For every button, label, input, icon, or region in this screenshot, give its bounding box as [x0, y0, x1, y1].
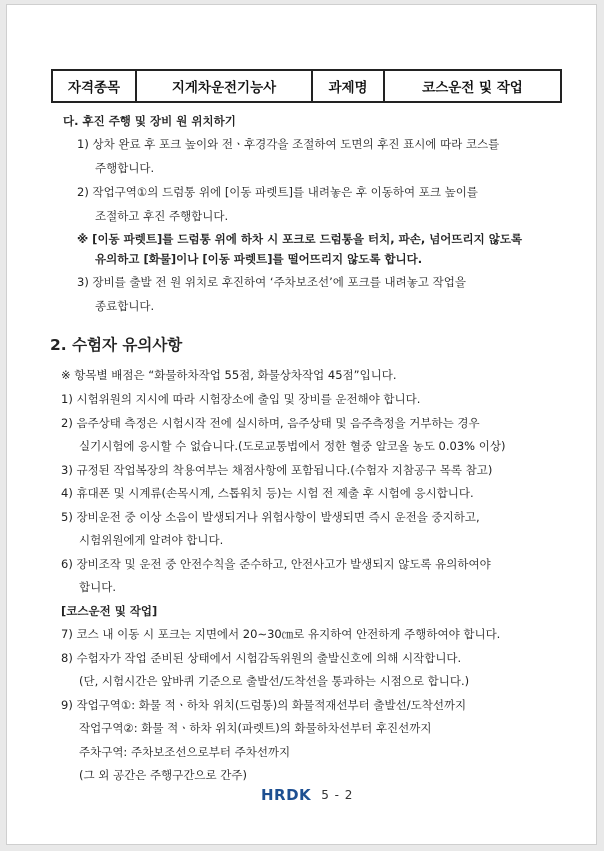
page-number: 5 - 2	[321, 788, 354, 802]
section-d-item-3-cont: 종료합니다.	[95, 299, 155, 313]
notice-item-6-cont: 합니다.	[79, 580, 116, 594]
section-d-item-3: 3) 장비를 출발 전 원 위치로 후진하여 ‘주차보조선’에 포크를 내려놓고 작업을	[77, 275, 466, 289]
notice-item-6: 6) 장비조작 및 운전 중 안전수칙을 준수하고, 안전사고가 발생되지 않도록 유의하여야	[61, 557, 491, 571]
qualification-label: 자격종목	[52, 70, 136, 102]
document-page	[6, 4, 597, 845]
notice-item-9-note: (그 외 공간은 주행구간으로 간주)	[79, 768, 248, 782]
section-d-item-1: 1) 상차 완료 후 포크 높이와 전ㆍ후경각을 조절하여 도면의 후진 표시에 따라 코스를	[77, 137, 500, 151]
notice-item-2-cont: 실기시험에 응시할 수 없습니다.(도로교통법에서 정한 혈중 알코올 농도 0.03% 이상)	[79, 439, 506, 453]
course-heading: [코스운전 및 작업]	[61, 604, 158, 618]
notice-item-2: 2) 음주상태 측정은 시험시작 전에 실시하며, 음주상태 및 음주측정을 거부하는 경우	[61, 416, 480, 430]
notice-item-5: 5) 장비운전 중 이상 소음이 발생되거나 위험사항이 발생되면 즉시 운전을 중지하고,	[61, 510, 480, 524]
notice-item-8-cont: (단, 시험시간은 앞바퀴 기준으로 출발선/도착선을 통과하는 시점으로 합니다.)	[79, 674, 470, 688]
notice-item-9: 9) 작업구역①: 화물 적ㆍ하차 위치(드럼통)의 화물적재선부터 출발선/도착선까지	[61, 698, 467, 712]
hrdk-logo: HRDK	[261, 786, 312, 804]
notice-item-9-parking: 주차구역: 주차보조선으로부터 주차선까지	[79, 745, 291, 759]
notice-item-4: 4) 휴대폰 및 시계류(손목시계, 스톱워치 등)는 시험 전 제출 후 시험에 응시합니다.	[61, 486, 474, 500]
notice-item-3: 3) 규정된 작업복장의 착용여부는 채점사항에 포함됩니다.(수험자 지참공구 목록 참고)	[61, 463, 493, 477]
notice-item-8: 8) 수험자가 작업 준비된 상태에서 시험감독위원의 출발신호에 의해 시작합니다.	[61, 651, 462, 665]
section-d-item-2: 2) 작업구역①의 드럼통 위에 [이동 파렛트]를 내려놓은 후 이동하여 포크 높이를	[77, 185, 478, 199]
section-d-item-1-cont: 주행합니다.	[95, 161, 155, 175]
section-2-title: 2. 수험자 유의사항	[50, 336, 183, 354]
section-d-title: 다. 후진 주행 및 장비 원 위치하기	[63, 114, 236, 128]
section-d-note: ※ [이동 파렛트]를 드럼통 위에 하차 시 포크로 드럼통을 터치, 파손, 넘어뜨리지 않도록	[77, 232, 523, 246]
page-footer	[261, 786, 353, 804]
notice-item-7: 7) 코스 내 이동 시 포크는 지면에서 20∼30㎝로 유지하여 안전하게 주행하여야 합니다.	[61, 627, 501, 641]
notice-item-9-zone-2: 작업구역②: 화물 적ㆍ하차 위치(파렛트)의 화물하차선부터 후진선까지	[79, 721, 432, 735]
task-label: 과제명	[312, 70, 384, 102]
qualification-value: 지게차운전기능사	[136, 70, 312, 102]
section-d-note-cont: 유의하고 [화물]이나 [이동 파렛트]를 떨어뜨리지 않도록 합니다.	[95, 252, 423, 266]
notice-item-5-cont: 시험위원에게 알려야 합니다.	[79, 533, 224, 547]
scoring-note: ※ 항목별 배점은 “화물하차작업 55점, 화물상차작업 45점”입니다.	[61, 368, 397, 382]
notice-item-1: 1) 시험위원의 지시에 따라 시험장소에 출입 및 장비를 운전해야 합니다.	[61, 392, 421, 406]
section-d-item-2-cont: 조절하고 후진 주행합니다.	[95, 209, 229, 223]
header-table	[51, 69, 562, 103]
task-value: 코스운전 및 작업	[384, 70, 561, 102]
